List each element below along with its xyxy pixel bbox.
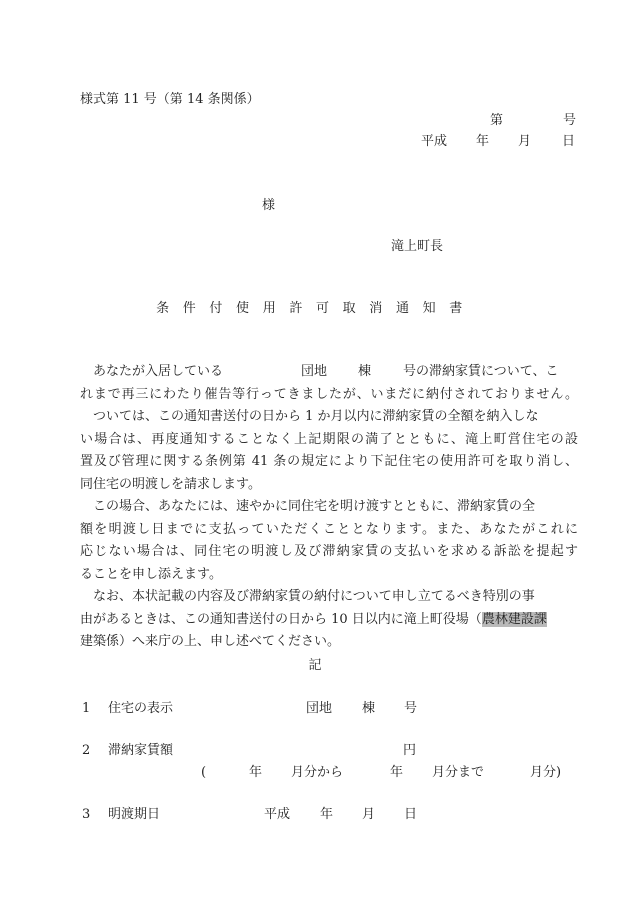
item-label: 住宅の表示 (108, 701, 174, 716)
body-text: 由があるときは、この通知書送付の日から 10 日以内に滝上町役場（ (80, 611, 482, 627)
recipient-honorific: 様 (262, 198, 276, 213)
item-label: 明渡期日 (108, 807, 161, 822)
item-year-to: 年 (390, 765, 404, 780)
item-month-to: 月分まで (432, 765, 485, 780)
body-line (80, 406, 578, 429)
body-text: 団地 (301, 364, 328, 379)
item-yen: 円 (403, 743, 417, 758)
body-line: 額を明渡し日までに支払っていただくこととなります。また、あなたがこれに (80, 521, 578, 537)
body-line (80, 609, 578, 632)
item-number: 3 (82, 807, 91, 822)
body-line: 置及び管理に関する条例第 41 条の規定により下記住宅の使用許可を取り消し、 (80, 454, 578, 469)
item-months: 月分) (530, 765, 562, 780)
ki-heading: 記 (308, 658, 322, 673)
date-year: 年 (476, 134, 490, 149)
item-day: 日 (404, 807, 418, 822)
item-month: 月 (362, 807, 376, 822)
body-text: あなたが入居している (93, 364, 224, 379)
form-number: 様式第 11 号（第 14 条関係） (80, 92, 260, 107)
date-day: 日 (562, 134, 576, 149)
body-line: ることを申し添えます。 (80, 566, 222, 582)
body-line: れまで再三にわたり催告等行ってきましたが、いまだに納付されておりません。 (80, 386, 578, 402)
body-line: 同住宅の明渡しを請求します。 (80, 476, 261, 492)
body-line: 建築係）へ来庁の上、申し述べてください。 (80, 634, 341, 649)
sender-name: 滝上町長 (391, 239, 444, 254)
body-text: この場合、あなたには、速やかに同住宅を明け渡すとともに、滞納家賃の全 (93, 499, 536, 514)
doc-number-prefix: 第 (490, 113, 504, 128)
document-title: 条件付使用許可取消通知書 (156, 301, 476, 316)
doc-number-suffix: 号 (563, 113, 577, 128)
item-number: 1 (82, 701, 91, 716)
item-to: 棟 (362, 701, 376, 716)
notice-body (80, 361, 578, 654)
item-number: 2 (82, 743, 91, 758)
highlighted-department: 農林建設課 (481, 611, 547, 627)
body-line: 応じない場合は、同住宅の明渡し及び滞納家賃の支払いを求める訴訟を提起す (80, 544, 578, 559)
body-text: 号の滞納家賃について、こ (403, 364, 559, 379)
body-line (80, 361, 578, 384)
item-year: 年 (320, 807, 334, 822)
item-era: 平成 (264, 807, 291, 822)
body-text: 棟 (358, 364, 372, 379)
body-line (80, 496, 578, 519)
body-line (80, 586, 578, 609)
date-era: 平成 (421, 134, 448, 149)
item-danchi: 団地 (306, 701, 333, 716)
body-text: なお、本状記載の内容及び滞納家賃の納付について申し立てるべき特別の事 (93, 589, 535, 604)
item-year-from: 年 (249, 765, 263, 780)
date-month: 月 (518, 134, 532, 149)
item-month-from: 月分から (291, 765, 344, 780)
item-label: 滞納家賃額 (108, 743, 174, 758)
item-paren-open: ( (201, 765, 207, 780)
item-go: 号 (404, 701, 418, 716)
body-text: ついては、この通知書送付の日から 1 か月以内に滞納家賃の全額を納入しな (93, 409, 539, 424)
body-line: い場合は、再度通知することなく上記期限の満了とともに、滝上町営住宅の設 (80, 431, 578, 447)
